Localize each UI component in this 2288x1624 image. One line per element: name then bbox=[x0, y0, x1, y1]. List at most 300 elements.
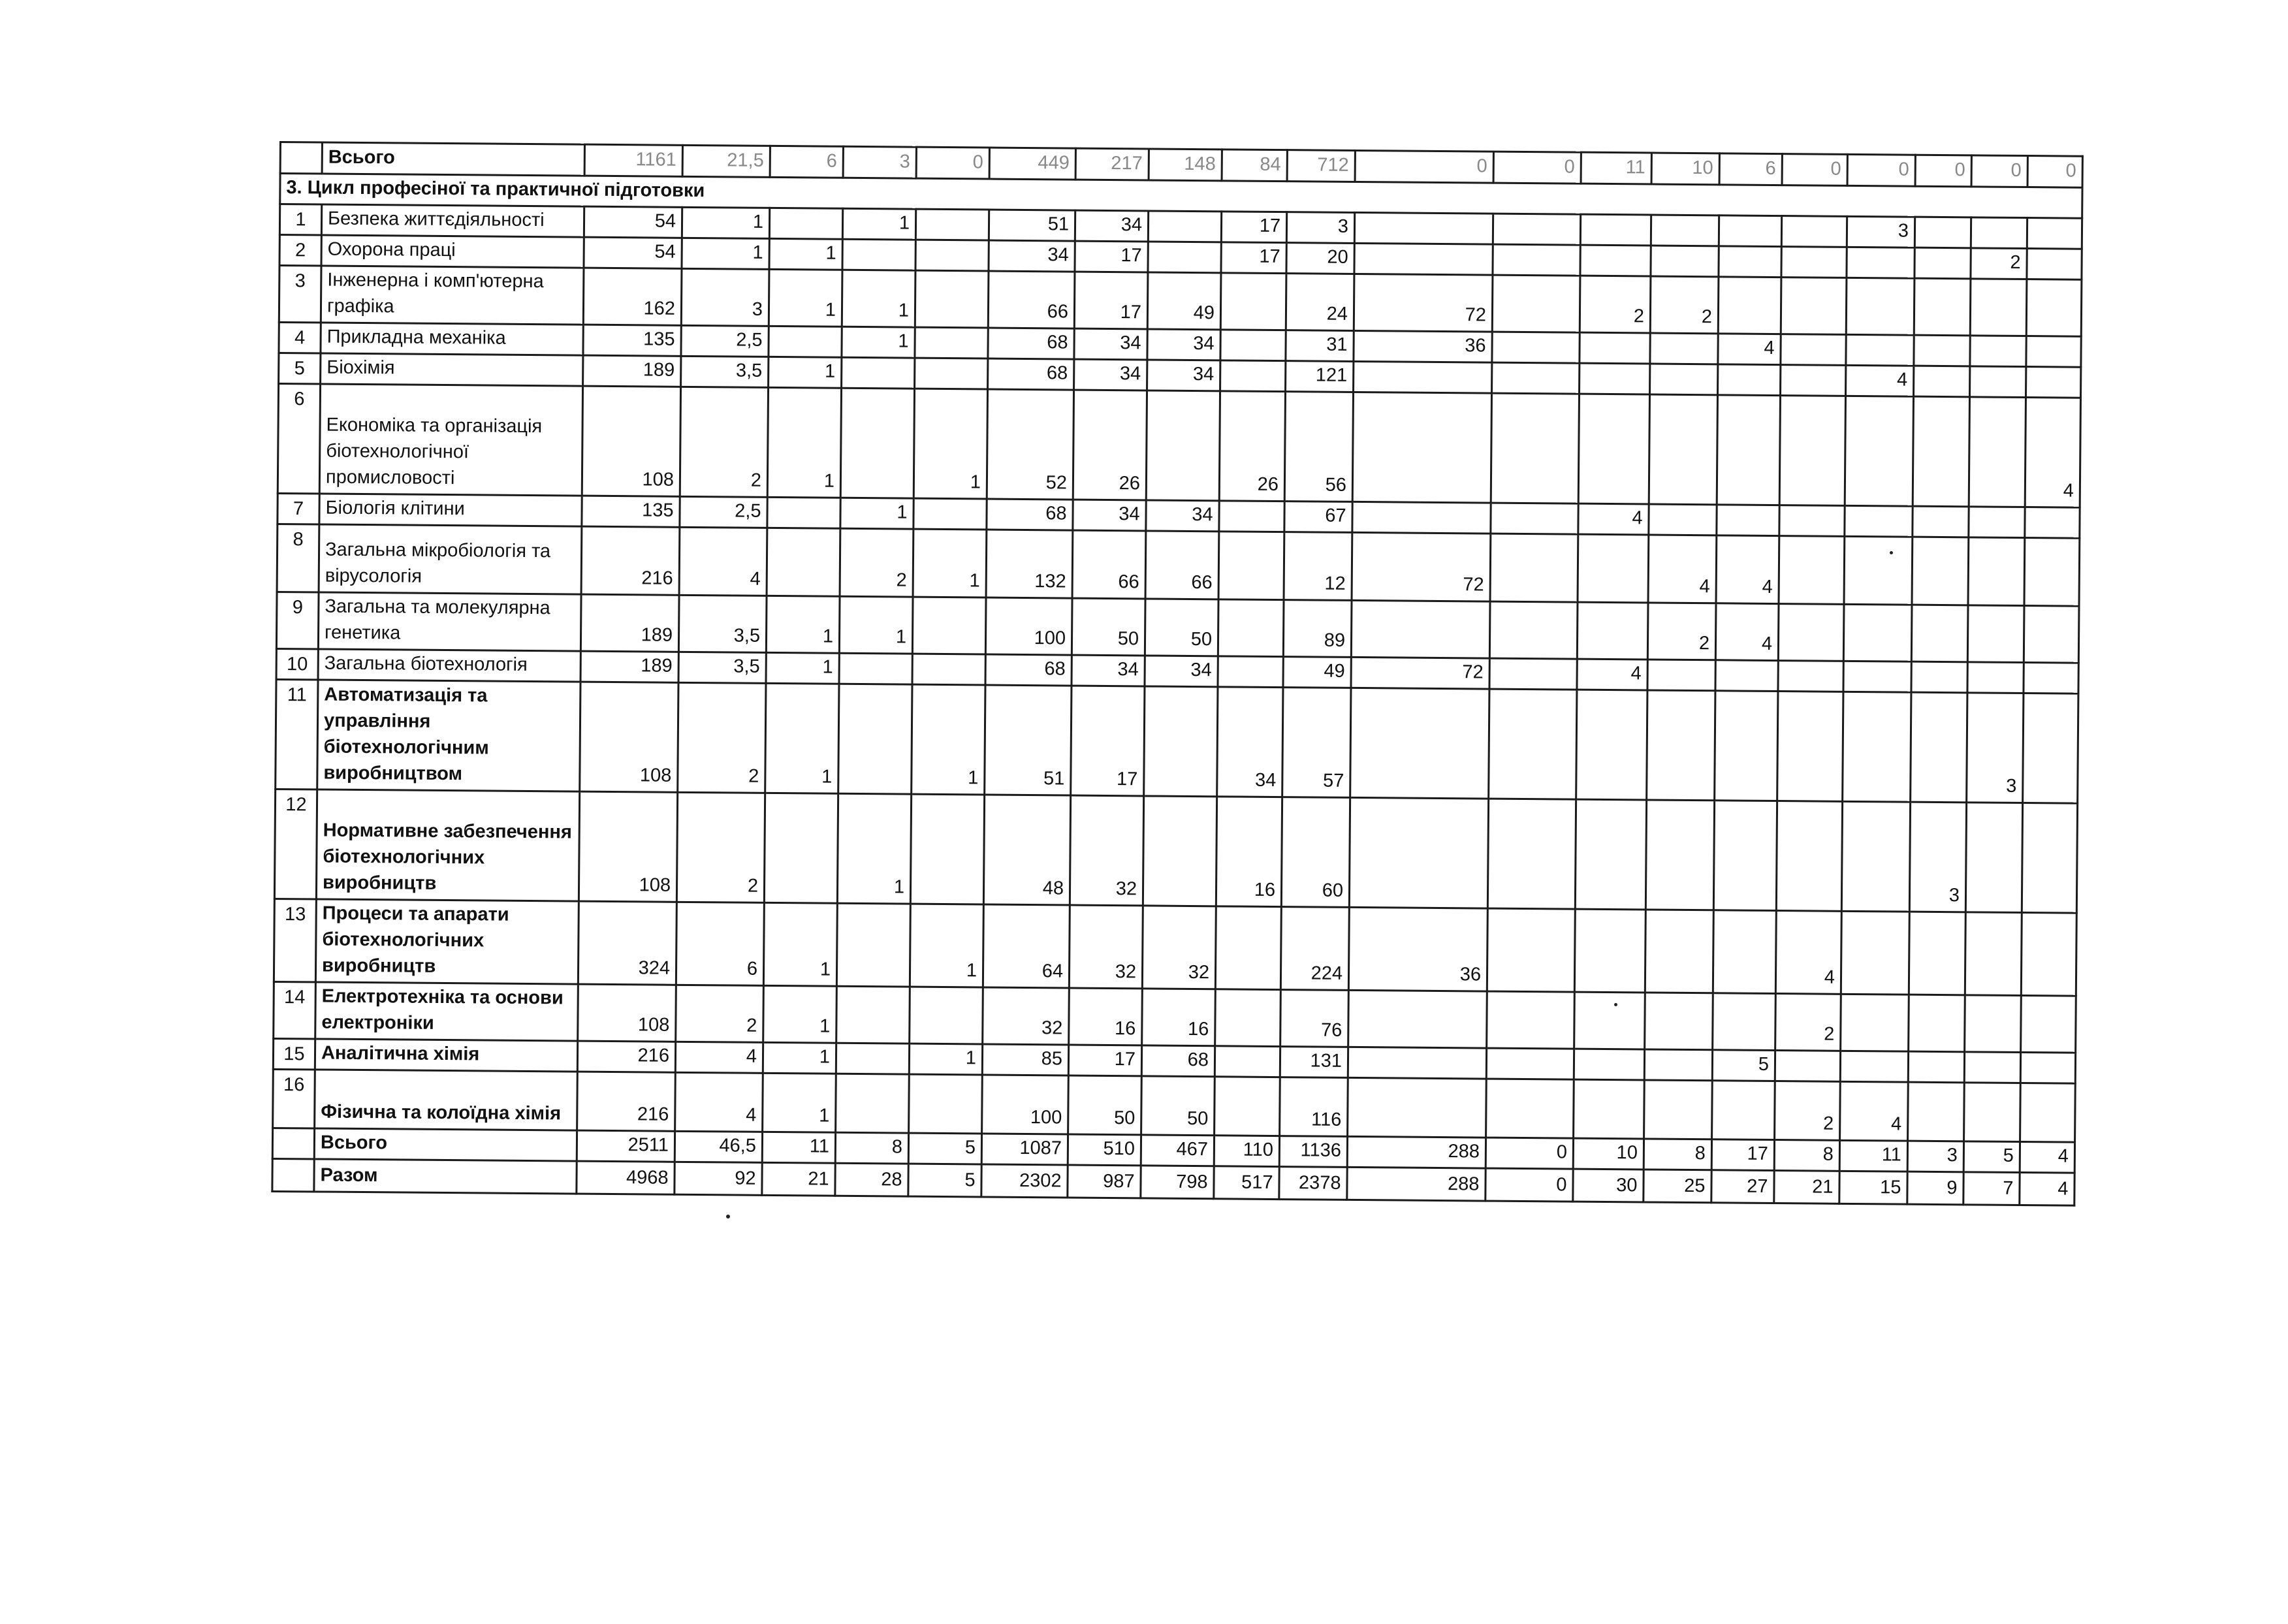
value-cell: 92 bbox=[675, 1162, 762, 1195]
value-cell: 4 bbox=[1648, 535, 1717, 603]
value-cell: 56 bbox=[1284, 392, 1353, 502]
value-cell bbox=[1489, 689, 1577, 799]
value-cell bbox=[1781, 278, 1847, 335]
discipline-name: Інженерна і комп'ютерна графіка bbox=[321, 266, 584, 325]
value-cell: 32 bbox=[1069, 905, 1143, 989]
value-cell bbox=[1580, 332, 1650, 364]
value-cell bbox=[1778, 661, 1843, 692]
value-cell: 11 bbox=[1839, 1140, 1907, 1171]
value-cell: 1 bbox=[910, 904, 983, 987]
value-cell: 89 bbox=[1283, 600, 1352, 658]
value-cell bbox=[1844, 536, 1913, 605]
value-cell: 72 bbox=[1354, 274, 1493, 332]
value-cell: 4 bbox=[1578, 503, 1649, 535]
value-cell: 8 bbox=[1644, 1139, 1711, 1170]
row-number: 11 bbox=[276, 679, 318, 789]
value-cell bbox=[1718, 277, 1781, 334]
value-cell: 3,5 bbox=[681, 356, 769, 387]
value-cell: 6 bbox=[770, 146, 843, 178]
value-cell: 1087 bbox=[981, 1134, 1068, 1165]
value-cell bbox=[1577, 602, 1648, 660]
value-cell bbox=[1840, 1051, 1908, 1082]
value-cell bbox=[1354, 212, 1493, 244]
value-cell bbox=[1148, 211, 1221, 242]
value-cell: 3 bbox=[681, 268, 769, 326]
value-cell: 66 bbox=[1072, 530, 1146, 599]
value-cell: 6 bbox=[676, 902, 764, 985]
value-cell bbox=[1969, 507, 2025, 538]
value-cell bbox=[912, 654, 985, 685]
value-cell: 467 bbox=[1141, 1135, 1214, 1166]
value-cell: 288 bbox=[1347, 1167, 1486, 1201]
value-cell bbox=[1968, 537, 2025, 606]
value-cell: 17 bbox=[1071, 686, 1145, 796]
value-cell: 50 bbox=[1072, 598, 1145, 656]
value-cell bbox=[1489, 658, 1577, 690]
value-cell: 2378 bbox=[1279, 1167, 1347, 1200]
value-cell bbox=[1970, 279, 2027, 336]
table-row bbox=[276, 679, 2078, 803]
value-cell: 4 bbox=[2020, 1172, 2074, 1205]
value-cell bbox=[839, 653, 912, 684]
value-cell bbox=[1578, 534, 1649, 603]
value-cell: 60 bbox=[1281, 797, 1350, 908]
value-cell bbox=[769, 326, 842, 357]
value-cell: 1 bbox=[840, 498, 914, 529]
value-cell: 27 bbox=[1711, 1170, 1774, 1203]
value-cell bbox=[915, 270, 989, 328]
row-number: 6 bbox=[278, 384, 320, 494]
value-cell bbox=[838, 684, 912, 794]
discipline-name: Біохімія bbox=[321, 353, 583, 386]
value-cell bbox=[1490, 533, 1578, 602]
value-cell: 1 bbox=[839, 596, 913, 654]
table-row bbox=[274, 899, 2076, 996]
discipline-name: Безпека життєдіяльності bbox=[321, 204, 584, 237]
value-cell: 20 bbox=[1286, 243, 1354, 274]
value-cell: 148 bbox=[1149, 149, 1222, 181]
row-number: 1 bbox=[279, 204, 321, 236]
value-cell bbox=[910, 794, 984, 904]
value-cell: 987 bbox=[1068, 1165, 1141, 1198]
value-cell: 68 bbox=[987, 499, 1073, 530]
value-cell bbox=[1493, 214, 1580, 245]
value-cell: 1 bbox=[769, 357, 842, 388]
value-cell: 34 bbox=[1074, 359, 1147, 390]
row-number: 14 bbox=[274, 981, 316, 1039]
value-cell: 2 bbox=[678, 682, 766, 793]
value-cell: 51 bbox=[989, 210, 1075, 241]
row-number: 3 bbox=[279, 266, 321, 323]
value-cell: 84 bbox=[1222, 150, 1287, 182]
row-number: 13 bbox=[274, 899, 316, 981]
value-cell: 68 bbox=[1141, 1045, 1215, 1077]
value-cell bbox=[1715, 691, 1778, 801]
value-cell: 4 bbox=[675, 1072, 763, 1132]
value-cell bbox=[1779, 505, 1845, 537]
value-cell bbox=[2027, 218, 2082, 249]
value-cell bbox=[1650, 333, 1718, 364]
value-cell bbox=[1575, 799, 1646, 910]
value-cell bbox=[1717, 395, 1780, 505]
value-cell: 26 bbox=[1219, 391, 1285, 502]
value-cell: 3,5 bbox=[678, 595, 767, 652]
value-cell: 16 bbox=[1069, 988, 1143, 1045]
value-cell bbox=[1487, 908, 1575, 992]
discipline-name: Процеси та апарати біотехнологічних виробництв bbox=[315, 899, 579, 984]
value-cell: 3 bbox=[843, 146, 916, 178]
value-cell bbox=[1712, 1081, 1775, 1140]
value-cell bbox=[767, 528, 840, 596]
value-cell bbox=[1971, 217, 2027, 249]
value-cell bbox=[1841, 911, 1909, 995]
value-cell bbox=[767, 497, 840, 528]
value-cell: 100 bbox=[985, 597, 1072, 655]
discipline-name: Автоматизація та управління біотехнологічним виробництвом bbox=[317, 680, 580, 791]
value-cell bbox=[1144, 686, 1218, 797]
value-cell: 31 bbox=[1286, 330, 1354, 362]
value-cell bbox=[1649, 394, 1717, 505]
value-cell: 162 bbox=[583, 268, 682, 325]
value-cell bbox=[1719, 246, 1781, 278]
value-cell bbox=[1492, 275, 1580, 332]
value-cell: 0 bbox=[1847, 154, 1915, 186]
value-cell: 34 bbox=[1073, 500, 1146, 531]
value-cell bbox=[2020, 1052, 2075, 1083]
value-cell: 34 bbox=[1075, 210, 1148, 242]
value-cell: 25 bbox=[1644, 1170, 1711, 1203]
value-cell: 34 bbox=[1072, 655, 1145, 686]
value-cell bbox=[1911, 605, 1968, 662]
value-cell bbox=[1215, 1046, 1280, 1077]
section-title: 3. Цикл професіної та практичної підготовки bbox=[280, 174, 2082, 219]
value-cell bbox=[1574, 1079, 1645, 1139]
value-cell bbox=[1777, 692, 1843, 802]
value-cell bbox=[1215, 989, 1281, 1047]
discipline-name: Загальна біотехнологія bbox=[318, 649, 580, 682]
value-cell: 17 bbox=[1221, 242, 1286, 274]
value-cell bbox=[1914, 335, 1970, 366]
value-cell bbox=[842, 357, 915, 389]
row-number: 9 bbox=[276, 592, 319, 649]
value-cell: 46,5 bbox=[675, 1131, 762, 1162]
value-cell bbox=[2021, 995, 2076, 1053]
value-cell bbox=[1580, 363, 1650, 394]
value-cell: 8 bbox=[1774, 1140, 1839, 1171]
value-cell bbox=[1845, 505, 1913, 537]
value-cell: 68 bbox=[985, 654, 1072, 686]
value-cell bbox=[1220, 360, 1286, 392]
value-cell: 2 bbox=[676, 792, 765, 902]
value-cell bbox=[1781, 365, 1846, 396]
value-cell bbox=[1574, 992, 1645, 1049]
value-cell bbox=[1491, 393, 1579, 503]
value-cell: 189 bbox=[580, 594, 679, 652]
value-cell: 64 bbox=[983, 904, 1070, 988]
value-cell bbox=[1718, 364, 1781, 396]
value-cell: 2 bbox=[1971, 248, 2027, 279]
value-cell: 1 bbox=[914, 389, 987, 499]
value-cell: 2 bbox=[840, 528, 914, 597]
value-cell bbox=[1965, 995, 2022, 1053]
value-cell bbox=[1965, 803, 2022, 913]
value-cell: 67 bbox=[1284, 502, 1352, 533]
discipline-name: Аналітична хімія bbox=[315, 1039, 577, 1072]
value-cell bbox=[769, 208, 842, 239]
value-cell bbox=[1578, 394, 1649, 504]
discipline-name: Електротехніка та основи електроніки bbox=[315, 982, 579, 1041]
value-cell: 1 bbox=[763, 1042, 836, 1074]
value-cell bbox=[1846, 278, 1915, 335]
value-cell bbox=[1908, 1082, 1965, 1141]
value-cell bbox=[1715, 660, 1778, 692]
value-cell: 1 bbox=[763, 902, 837, 986]
row-label: Всього bbox=[314, 1128, 577, 1161]
value-cell: 17 bbox=[1075, 241, 1148, 272]
value-cell: 0 bbox=[916, 147, 989, 179]
value-cell: 288 bbox=[1347, 1136, 1486, 1168]
value-cell: 1 bbox=[766, 652, 839, 684]
value-cell: 11 bbox=[762, 1132, 835, 1163]
value-cell bbox=[1775, 1051, 1840, 1082]
value-cell: 32 bbox=[1142, 906, 1216, 989]
value-cell: 135 bbox=[582, 496, 680, 527]
value-cell: 224 bbox=[1280, 907, 1349, 991]
value-cell bbox=[2026, 367, 2080, 398]
value-cell: 17 bbox=[1711, 1139, 1774, 1171]
value-cell: 108 bbox=[582, 386, 680, 496]
value-cell bbox=[836, 1074, 910, 1133]
value-cell bbox=[1486, 1079, 1574, 1138]
value-cell bbox=[1645, 910, 1713, 993]
value-cell: 1 bbox=[837, 793, 911, 904]
value-cell bbox=[1717, 505, 1779, 536]
value-cell: 4 bbox=[1840, 1081, 1909, 1141]
value-cell bbox=[836, 986, 910, 1043]
value-cell: 34 bbox=[1147, 360, 1220, 391]
value-cell bbox=[1713, 801, 1777, 911]
value-cell bbox=[1843, 692, 1911, 802]
value-cell bbox=[1215, 906, 1281, 990]
value-cell: 57 bbox=[1282, 688, 1351, 798]
value-cell bbox=[1781, 216, 1847, 247]
value-cell bbox=[1350, 688, 1489, 799]
value-cell bbox=[1776, 801, 1842, 912]
value-cell bbox=[1651, 215, 1719, 246]
value-cell bbox=[1964, 1083, 2021, 1142]
value-cell bbox=[910, 987, 983, 1044]
value-cell bbox=[1220, 330, 1286, 361]
value-cell: 36 bbox=[1354, 330, 1492, 362]
value-cell bbox=[1645, 800, 1714, 910]
value-cell bbox=[1713, 993, 1776, 1051]
value-cell bbox=[1143, 796, 1216, 906]
value-cell: 132 bbox=[986, 530, 1073, 598]
value-cell: 2,5 bbox=[681, 325, 769, 357]
value-cell bbox=[1911, 661, 1967, 693]
value-cell: 4 bbox=[1715, 603, 1779, 661]
value-cell: 12 bbox=[1284, 532, 1352, 601]
value-cell bbox=[840, 388, 914, 498]
value-cell bbox=[1847, 247, 1915, 278]
value-cell: 1 bbox=[842, 270, 915, 327]
value-cell: 2 bbox=[1775, 1081, 1841, 1141]
value-cell: 52 bbox=[987, 389, 1073, 500]
discipline-name: Охорона праці bbox=[321, 235, 584, 268]
value-cell bbox=[1841, 994, 1909, 1051]
value-cell bbox=[1967, 662, 2024, 693]
value-cell: 1 bbox=[682, 238, 769, 269]
value-cell: 21 bbox=[762, 1162, 835, 1196]
value-cell bbox=[1781, 334, 1846, 366]
value-cell: 1 bbox=[763, 1073, 836, 1132]
value-cell bbox=[1574, 909, 1645, 993]
value-cell bbox=[1841, 801, 1910, 912]
value-cell bbox=[2020, 1083, 2076, 1142]
discipline-name: Фізична та колоїдна хімія bbox=[315, 1070, 578, 1130]
row-label: Разом bbox=[314, 1159, 577, 1194]
value-cell bbox=[1491, 503, 1578, 534]
value-cell: 3 bbox=[1286, 212, 1354, 244]
value-cell bbox=[1908, 1051, 1964, 1083]
value-cell: 110 bbox=[1214, 1136, 1279, 1167]
value-cell bbox=[1913, 396, 1969, 507]
value-cell: 1136 bbox=[1279, 1136, 1347, 1168]
value-cell bbox=[915, 240, 989, 271]
value-cell bbox=[1219, 501, 1284, 532]
value-cell bbox=[1352, 392, 1491, 503]
value-cell bbox=[1146, 390, 1220, 501]
value-cell bbox=[1349, 797, 1488, 908]
value-cell bbox=[1647, 690, 1715, 801]
value-cell: 66 bbox=[1145, 531, 1219, 599]
value-cell: 1 bbox=[767, 387, 841, 498]
value-cell: 0 bbox=[1486, 1138, 1573, 1169]
value-cell bbox=[1846, 334, 1914, 366]
value-cell bbox=[1911, 692, 1967, 803]
value-cell bbox=[1489, 601, 1578, 659]
value-cell bbox=[1354, 243, 1493, 275]
value-cell bbox=[2026, 279, 2082, 337]
value-cell bbox=[2025, 507, 2080, 539]
value-cell: 21,5 bbox=[682, 145, 770, 177]
value-cell bbox=[1969, 397, 2026, 507]
value-cell: 34 bbox=[989, 240, 1075, 272]
value-cell bbox=[1647, 660, 1715, 691]
value-cell bbox=[1713, 910, 1776, 994]
value-cell bbox=[1644, 1080, 1713, 1139]
value-cell bbox=[2023, 693, 2078, 804]
row-number: 4 bbox=[279, 323, 321, 354]
discipline-name: Біологія клітини bbox=[319, 494, 582, 526]
value-cell: 5 bbox=[1963, 1141, 2020, 1173]
value-cell: 0 bbox=[1486, 1168, 1573, 1202]
value-cell bbox=[1781, 247, 1847, 278]
value-cell bbox=[2024, 663, 2078, 694]
value-cell: 17 bbox=[1221, 212, 1286, 243]
value-cell bbox=[1650, 364, 1718, 395]
value-cell bbox=[1843, 604, 1912, 661]
value-cell: 17 bbox=[1074, 272, 1148, 329]
scan-speck bbox=[1614, 1003, 1617, 1006]
value-cell: 798 bbox=[1141, 1166, 1214, 1199]
value-cell: 3 bbox=[1847, 216, 1915, 247]
value-cell: 216 bbox=[577, 1072, 676, 1131]
value-cell: 34 bbox=[1074, 328, 1147, 360]
value-cell: 16 bbox=[1142, 989, 1216, 1046]
value-cell: 32 bbox=[1070, 795, 1143, 906]
value-cell bbox=[764, 793, 838, 903]
value-cell bbox=[1914, 278, 1971, 336]
value-cell: 76 bbox=[1280, 990, 1349, 1047]
value-cell bbox=[836, 903, 910, 987]
value-cell: 8 bbox=[835, 1132, 908, 1164]
value-cell bbox=[1649, 504, 1717, 535]
value-cell bbox=[1354, 361, 1492, 393]
value-cell: 4 bbox=[1846, 365, 1914, 396]
value-cell: 34 bbox=[1217, 687, 1283, 797]
value-cell bbox=[1719, 215, 1781, 247]
value-cell: 5 bbox=[908, 1133, 981, 1164]
value-cell: 30 bbox=[1573, 1169, 1644, 1202]
value-cell: 1 bbox=[842, 208, 915, 240]
value-cell: 48 bbox=[983, 795, 1070, 905]
row-number: 12 bbox=[274, 789, 317, 899]
value-cell: 85 bbox=[982, 1044, 1068, 1075]
row-number: 7 bbox=[278, 493, 319, 524]
value-cell: 5 bbox=[1712, 1050, 1775, 1081]
value-cell bbox=[1843, 661, 1911, 692]
value-cell: 135 bbox=[583, 325, 681, 356]
value-cell: 1 bbox=[769, 238, 842, 270]
value-cell bbox=[1218, 656, 1283, 688]
value-cell bbox=[1912, 537, 1969, 605]
value-cell bbox=[2022, 803, 2077, 913]
value-cell bbox=[1909, 912, 1965, 995]
value-cell: 11 bbox=[1581, 152, 1651, 184]
value-cell bbox=[2026, 336, 2081, 368]
value-cell: 2 bbox=[1647, 603, 1716, 660]
value-cell: 100 bbox=[982, 1075, 1069, 1134]
value-cell: 712 bbox=[1287, 150, 1355, 182]
value-cell bbox=[1970, 366, 2026, 398]
value-cell: 189 bbox=[583, 355, 681, 387]
value-cell: 1 bbox=[909, 1043, 982, 1075]
value-cell: 4 bbox=[679, 527, 767, 596]
row-number bbox=[272, 1158, 314, 1192]
value-cell bbox=[914, 498, 987, 530]
table-row bbox=[274, 789, 2077, 913]
value-cell: 1 bbox=[912, 684, 985, 795]
value-cell bbox=[1215, 1077, 1280, 1136]
value-cell: 50 bbox=[1141, 1076, 1215, 1136]
value-cell bbox=[2021, 912, 2076, 996]
value-cell: 2 bbox=[1775, 994, 1841, 1051]
row-number bbox=[280, 142, 322, 174]
value-cell: 0 bbox=[2027, 156, 2082, 188]
value-cell: 4 bbox=[1718, 334, 1781, 365]
value-cell bbox=[1576, 690, 1647, 800]
value-cell: 3 bbox=[1907, 1141, 1963, 1172]
value-cell: 189 bbox=[580, 651, 678, 682]
value-cell bbox=[1487, 799, 1576, 909]
value-cell bbox=[1913, 506, 1969, 537]
value-cell bbox=[1645, 993, 1713, 1050]
value-cell bbox=[1909, 995, 1965, 1052]
value-cell: 449 bbox=[989, 148, 1075, 180]
value-cell: 1 bbox=[766, 596, 840, 653]
value-cell: 1 bbox=[763, 985, 837, 1043]
